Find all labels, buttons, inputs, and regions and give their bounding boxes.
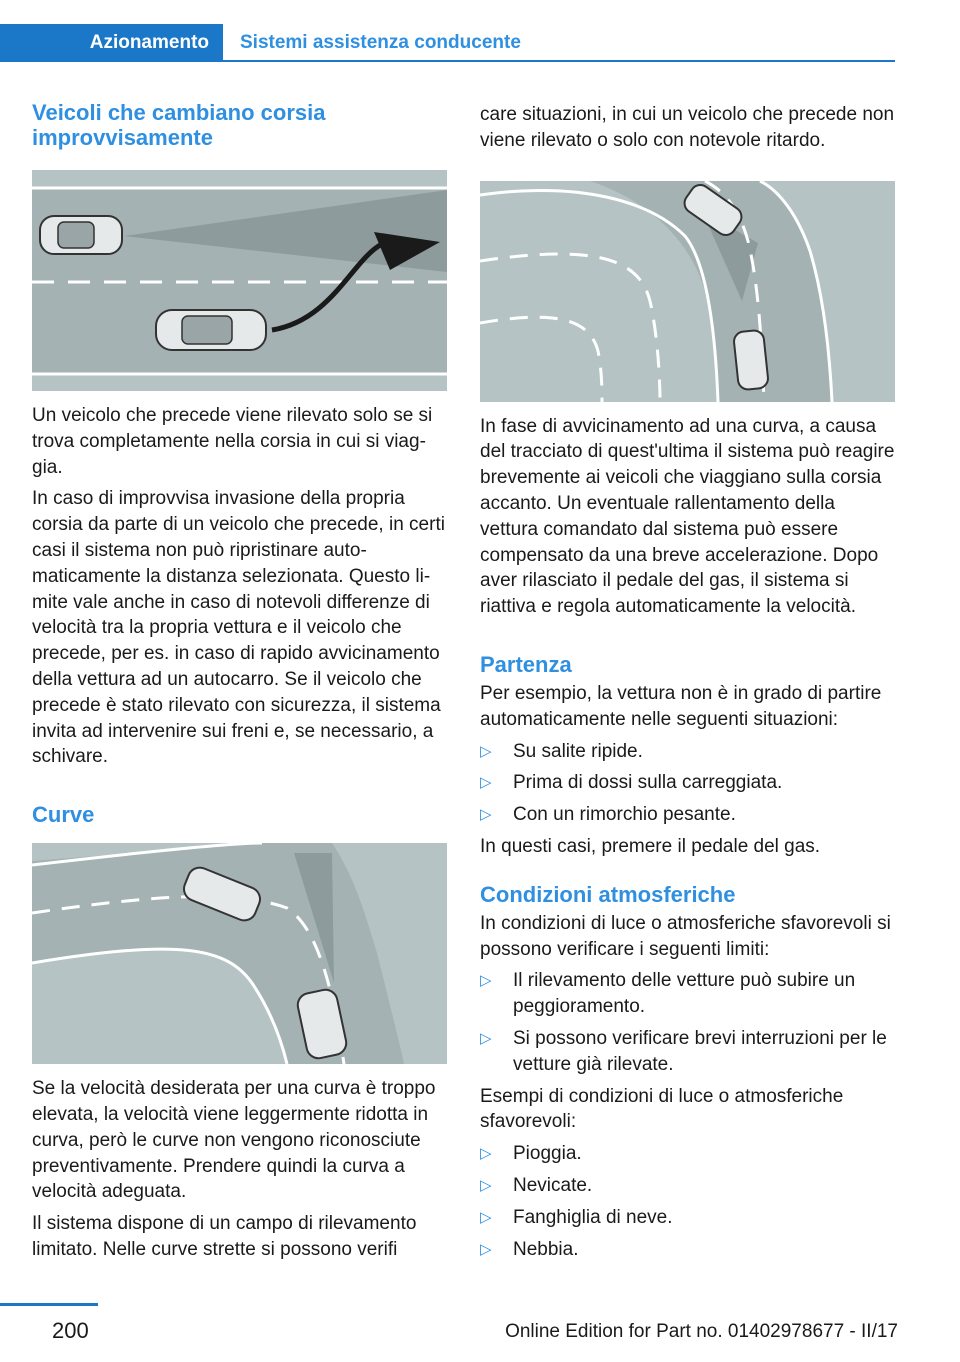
paragraph: Esempi di condizioni di luce o atmosferiche sfavorevoli: <box>480 1085 844 1133</box>
paragraph: Il sistema dispone di un campo di rilevamento limitato. Nelle curve strette si possono verifi <box>32 1213 417 1260</box>
car-icon <box>156 310 266 350</box>
curve-illustration <box>32 843 447 1064</box>
figure-curve-left <box>32 843 447 1064</box>
heading-weather: Condizioni atmosferiche <box>480 881 736 907</box>
paragraph: In fase di avvicinamento ad una curva, a causa del tracciato di quest'ultima il sistema può reagire brevemente ai veicoli che viaggiano sulla corsia accanto. Un eventuale rallentamento della vettura comandato dal sistema può essere compensato da una breve accelerazione. Dopo aver rilasciato il pedale del gas, il sistema si riattiva e regola automaticamente la velocità. <box>480 415 895 618</box>
paragraph: Se la velocità desiderata per una curva è troppo elevata, la velocità viene leggermente ridotta in curva, però le curve non vengono riconosciute preventivamente. Prendere quindi la curva a velocità adeguata. <box>32 1078 436 1203</box>
list-item: ▷ Si possono verificare brevi interruzioni per le vetture già rilevate. <box>480 1027 887 1075</box>
lane-change-illustration <box>32 170 447 391</box>
paragraph: Un veicolo che precede viene rilevato solo se si trova completamente nella corsia in cui si viaggia. <box>32 405 433 478</box>
paragraph: In caso di improvvisa invasione della propria corsia da parte di un veicolo che precede, in certi casi il sistema non può ripristinare automaticamente la distanza selezionata. Questo limite vale anche in caso di notevoli differenze di velocità tra la propria vettura e il veicolo che precede, per es. in caso di rapido avvicinamento della vettura ad un autocarro. Se il veicolo che precede è stato rilevato con sicurezza, il sistema invita ad intervenire sui freni e, se necessario, a schivare. <box>32 488 445 768</box>
triangle-bullet-icon: ▷ <box>480 1208 492 1226</box>
figure-lane-change <box>32 170 447 391</box>
list-item: ▷ Pioggia. <box>480 1141 895 1167</box>
left-column <box>32 100 447 1263</box>
heading-start: Partenza <box>480 651 572 677</box>
list-weather-examples <box>480 1141 895 1262</box>
list-item: ▷ Su salite ripide. <box>480 739 895 765</box>
triangle-bullet-icon: ▷ <box>480 1029 492 1047</box>
triangle-bullet-icon: ▷ <box>480 774 492 792</box>
car-icon <box>40 216 122 254</box>
right-column <box>480 102 895 1262</box>
header-rule <box>223 60 895 62</box>
list-item: ▷ Nevicate. <box>480 1173 895 1199</box>
list-item: ▷ Con un rimorchio pesante. <box>480 802 895 828</box>
page-header <box>0 0 960 62</box>
footer-rule <box>0 1303 98 1306</box>
heading-curves: Curve <box>32 802 95 828</box>
paragraph: care situazioni, in cui un veicolo che precede non viene rilevato o solo con notevole ritardo. <box>480 104 895 151</box>
paragraph: Per esempio, la vettura non è in grado di partire automaticamente nelle seguenti situazioni: <box>480 682 882 730</box>
list-weather-limits <box>480 968 895 1077</box>
car-icon <box>733 329 769 390</box>
triangle-bullet-icon: ▷ <box>480 742 492 760</box>
list-item: ▷ Nebbia. <box>480 1237 895 1263</box>
curve-illustration <box>480 181 895 402</box>
triangle-bullet-icon: ▷ <box>480 972 492 990</box>
section-tab: Azionamento <box>0 24 223 62</box>
list-item: ▷ Il rilevamento delle vetture può subire un peggioramento. <box>480 970 856 1018</box>
figure-curve-right <box>480 181 895 402</box>
paragraph: In condizioni di luce o atmosferiche sfavorevoli si possono verificare i seguenti limiti: <box>480 912 891 960</box>
triangle-bullet-icon: ▷ <box>480 1176 492 1194</box>
list-item: ▷ Fanghiglia di neve. <box>480 1205 895 1231</box>
list-start-conditions <box>480 739 895 828</box>
list-item: ▷ Prima di dossi sulla carreggiata. <box>480 770 895 796</box>
triangle-bullet-icon: ▷ <box>480 1145 492 1163</box>
triangle-bullet-icon: ▷ <box>480 806 492 824</box>
page-number: 200 <box>52 1318 89 1343</box>
subsection-tab: Sistemi assistenza conducente <box>240 32 521 53</box>
paragraph: In questi casi, premere il pedale del gas. <box>480 835 821 857</box>
triangle-bullet-icon: ▷ <box>480 1240 492 1258</box>
heading-lane-change: Veicoli che cambiano corsia improvvisamente <box>32 100 326 150</box>
edition-note: Online Edition for Part no. 01402978677 - II/17 <box>505 1321 898 1342</box>
